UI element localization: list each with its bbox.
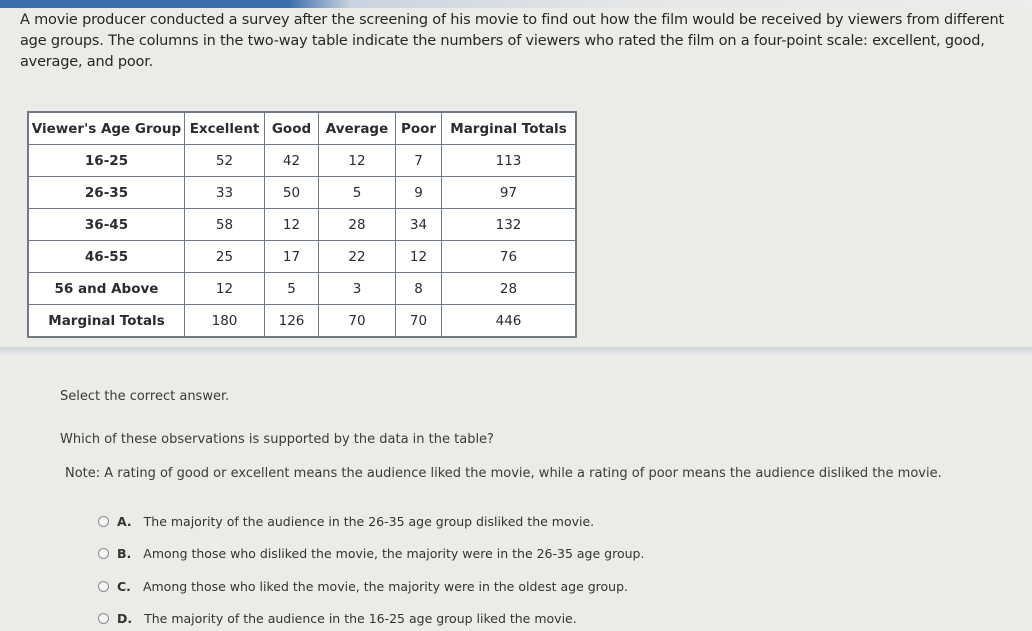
table-cell: 126 <box>265 305 319 338</box>
table-cell: 76 <box>442 241 577 273</box>
table-cell: 7 <box>396 145 442 177</box>
table-cell: 12 <box>265 209 319 241</box>
table-cell: 28 <box>319 209 396 241</box>
table-cell: 12 <box>185 273 265 305</box>
question-text: Which of these observations is supported by the data in the table? <box>60 432 494 447</box>
table-cell: 22 <box>319 241 396 273</box>
table-cell: 12 <box>319 145 396 177</box>
section-divider <box>0 347 1032 355</box>
instruction-text: Select the correct answer. <box>60 389 230 404</box>
table-row <box>28 177 576 209</box>
header-excellent: Excellent <box>185 112 265 145</box>
radio-button-icon[interactable] <box>98 516 109 527</box>
row-label: Marginal Totals <box>28 305 185 338</box>
option-letter: B. <box>117 545 132 561</box>
option-text: Among those who disliked the movie, the majority were in the 26-35 age group. <box>143 545 645 561</box>
survey-table-container <box>27 111 577 338</box>
option-letter: D. <box>117 610 133 626</box>
table-cell: 28 <box>442 273 577 305</box>
option-letter: A. <box>117 513 132 529</box>
note-text: Note: A rating of good or excellent means the audience liked the movie, while a rating of poor means the audience disliked the movie. <box>65 466 942 481</box>
table-cell: 25 <box>185 241 265 273</box>
top-bar <box>0 0 1032 8</box>
table-row <box>28 241 576 273</box>
table-cell: 5 <box>319 177 396 209</box>
table-cell: 58 <box>185 209 265 241</box>
option-letter: C. <box>117 578 131 594</box>
table-header-row <box>28 112 576 145</box>
row-label: 56 and Above <box>28 273 185 305</box>
totals-row <box>28 305 576 338</box>
table-cell: 8 <box>396 273 442 305</box>
header-good: Good <box>265 112 319 145</box>
header-average: Average <box>319 112 396 145</box>
table-cell: 70 <box>319 305 396 338</box>
table-cell: 33 <box>185 177 265 209</box>
header-poor: Poor <box>396 112 442 145</box>
table-cell: 17 <box>265 241 319 273</box>
answer-option-d[interactable] <box>98 608 577 628</box>
intro-text: A movie producer conducted a survey after the screening of his movie to find out how the film would be received by viewers from different age groups. The columns in the two-way table indicate the numbers of viewers who rated the film on a four-point scale: excellent, good, average, and poor. <box>20 12 1004 70</box>
option-text: Among those who liked the movie, the majority were in the oldest age group. <box>142 578 629 594</box>
table-row <box>28 273 576 305</box>
table-cell: 50 <box>265 177 319 209</box>
table-cell: 9 <box>396 177 442 209</box>
table-cell: 132 <box>442 209 577 241</box>
radio-button-icon[interactable] <box>98 613 109 624</box>
table-cell: 52 <box>185 145 265 177</box>
row-label: 36-45 <box>28 209 185 241</box>
answer-option-c[interactable] <box>98 576 628 596</box>
option-text: The majority of the audience in the 26-35 age group disliked the movie. <box>143 513 595 529</box>
table-cell: 70 <box>396 305 442 338</box>
row-label: 26-35 <box>28 177 185 209</box>
header-age-group: Viewer's Age Group <box>28 112 185 145</box>
header-marginal-totals: Marginal Totals <box>442 112 577 145</box>
table-cell: 42 <box>265 145 319 177</box>
row-label: 46-55 <box>28 241 185 273</box>
option-text: The majority of the audience in the 16-25 age group liked the movie. <box>144 610 577 626</box>
table-cell: 34 <box>396 209 442 241</box>
table-cell: 5 <box>265 273 319 305</box>
table-cell: 180 <box>185 305 265 338</box>
table-cell: 446 <box>442 305 577 338</box>
table-cell: 3 <box>319 273 396 305</box>
row-label: 16-25 <box>28 145 185 177</box>
answer-option-b[interactable] <box>98 543 644 563</box>
table-cell: 113 <box>442 145 577 177</box>
table-cell: 97 <box>442 177 577 209</box>
table-row <box>28 209 576 241</box>
radio-button-icon[interactable] <box>98 581 109 592</box>
radio-button-icon[interactable] <box>98 548 109 559</box>
survey-table <box>27 111 577 338</box>
table-row <box>28 145 576 177</box>
answer-option-a[interactable] <box>98 511 594 531</box>
table-cell: 12 <box>396 241 442 273</box>
